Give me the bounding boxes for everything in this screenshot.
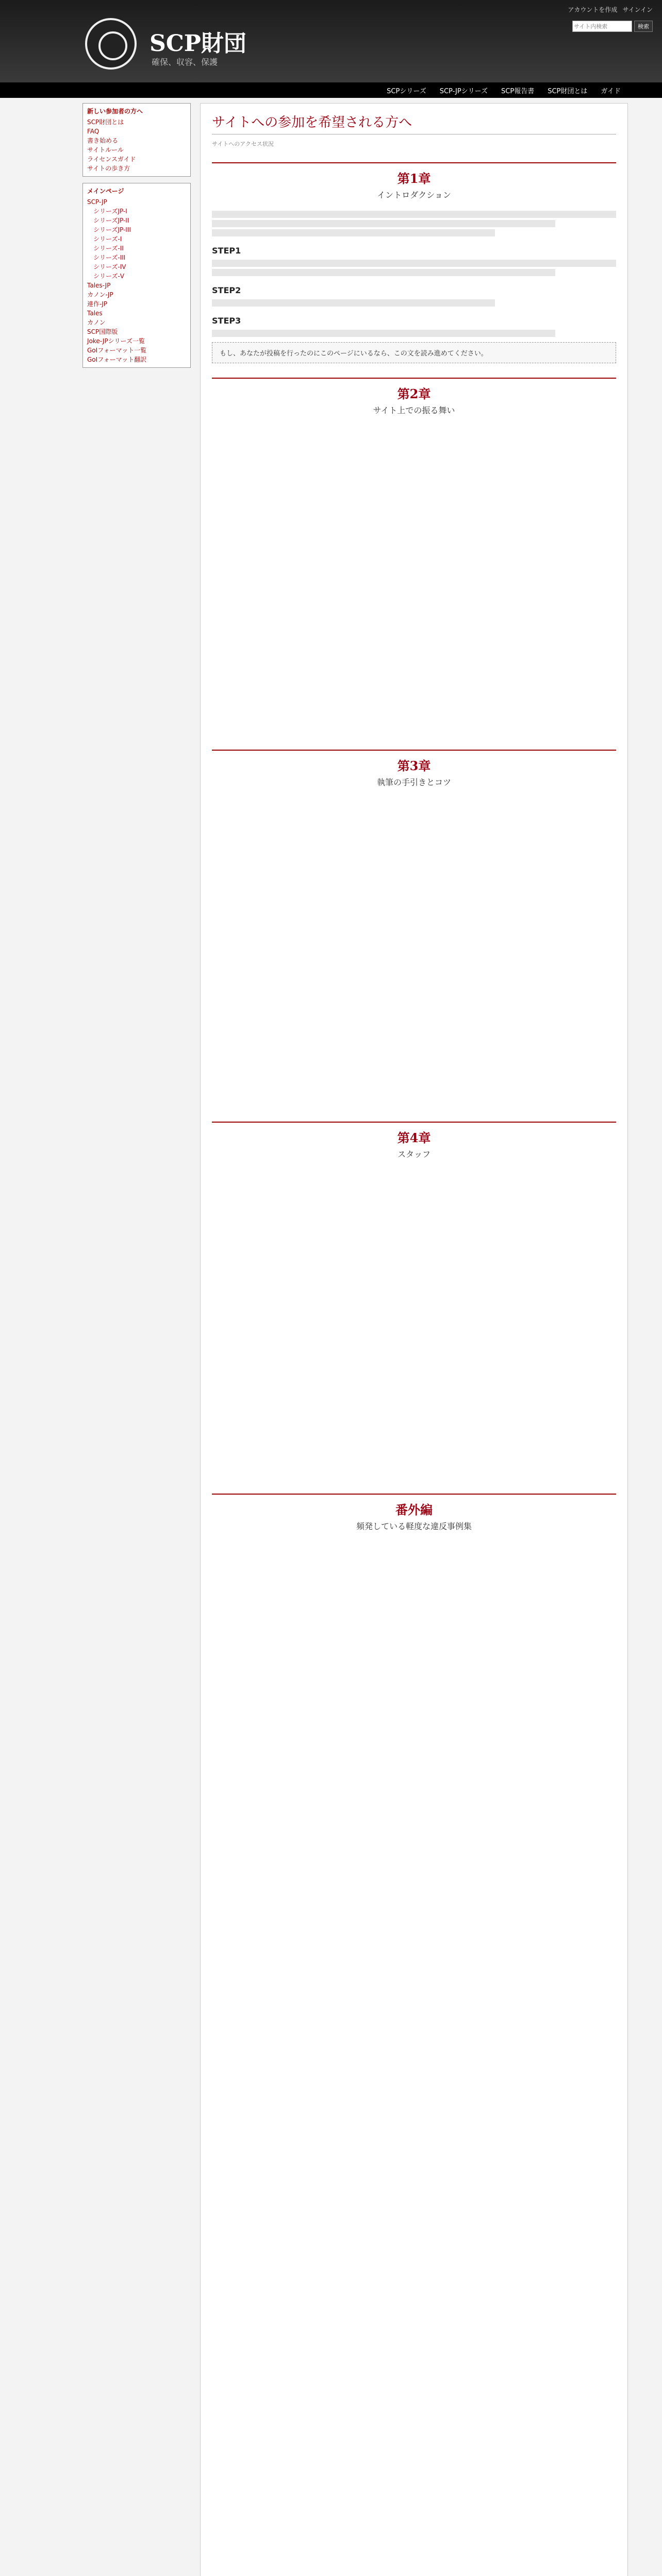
- sidebar-intro-head: 新しい参加者の方へ: [87, 108, 143, 115]
- chapter-subtitle: 執筆の手引きとコツ: [376, 777, 451, 787]
- sidebar-menu-box: [82, 183, 191, 368]
- nav-guide[interactable]: ガイド: [601, 87, 621, 95]
- search-form: [572, 21, 653, 32]
- chapter-heading: [212, 1494, 616, 1532]
- scp-logo-icon[interactable]: [85, 18, 137, 70]
- sidebar-item[interactable]: シリーズJP-I: [93, 208, 127, 215]
- notice-box: もし、あなたが投稿を行ったのにこのページにいるなら、この文を読み進めてください。: [212, 342, 616, 363]
- section-body: [212, 1170, 616, 1479]
- sidebar-item[interactable]: カノン: [87, 319, 106, 326]
- sidebar-menu-head: メインページ: [87, 188, 124, 195]
- site-header: [0, 0, 662, 82]
- create-account-link[interactable]: アカウントを作成: [568, 6, 618, 13]
- section-body: [212, 426, 616, 735]
- chapter-subtitle: スタッフ: [397, 1149, 431, 1159]
- sidebar-item[interactable]: 連作-JP: [87, 300, 108, 308]
- sidebar-item[interactable]: シリーズ-II: [93, 245, 124, 252]
- sidebar-item[interactable]: SCP国際版: [87, 328, 118, 335]
- sidebar-item[interactable]: ライセンスガイド: [87, 156, 136, 163]
- chapter-subtitle: 頻発している軽度な違反事例集: [356, 1521, 472, 1531]
- sidebar: [82, 103, 191, 2576]
- sidebar-item[interactable]: シリーズJP-II: [93, 217, 129, 224]
- sidebar-item[interactable]: シリーズ-IV: [93, 263, 126, 270]
- site-slogan: 確保、収容、保護: [152, 57, 218, 67]
- search-input[interactable]: [572, 21, 632, 32]
- sidebar-item[interactable]: SCP財団とは: [87, 118, 124, 126]
- text-line: [212, 299, 495, 307]
- breadcrumb[interactable]: サイトへのアクセス状況: [212, 141, 274, 147]
- sidebar-item[interactable]: Joke-JPシリーズ一覧: [87, 337, 145, 345]
- nav-scp-reports[interactable]: SCP報告書: [501, 87, 535, 95]
- sidebar-item[interactable]: FAQ: [87, 128, 100, 135]
- sidebar-item[interactable]: GoIフォーマット翻訳: [87, 356, 147, 363]
- sidebar-item[interactable]: GoIフォーマット一覧: [87, 347, 147, 354]
- sidebar-item[interactable]: シリーズ-III: [93, 254, 126, 261]
- text-line: [212, 330, 555, 337]
- sidebar-item[interactable]: SCP-JP: [87, 198, 107, 206]
- page-title: サイトへの参加を希望される方へ: [212, 112, 616, 134]
- chapter-number: 第4章: [397, 1130, 431, 1145]
- sidebar-item[interactable]: シリーズJP-III: [93, 226, 131, 233]
- nav-scp-series[interactable]: SCPシリーズ: [387, 87, 426, 95]
- sidebar-item[interactable]: 書き始める: [87, 137, 119, 144]
- text-line: [212, 229, 495, 236]
- sidebar-item[interactable]: サイトルール: [87, 146, 124, 154]
- sidebar-item[interactable]: サイトの歩き方: [87, 165, 130, 172]
- chapter-heading: [212, 1122, 616, 1160]
- top-nav: [0, 82, 662, 98]
- page-content: [200, 103, 628, 2576]
- chapter-number: 番外編: [395, 1502, 433, 1517]
- site-name[interactable]: SCP財団: [150, 30, 246, 57]
- text-line: [212, 211, 616, 218]
- chapter-number: 第1章: [397, 171, 431, 186]
- step-heading: STEP3: [212, 316, 241, 326]
- account-links: [568, 5, 653, 14]
- search-button[interactable]: 検索: [634, 21, 653, 32]
- section-body: [212, 1542, 616, 1851]
- sidebar-item[interactable]: カノン-JP: [87, 291, 113, 298]
- chapter-subtitle: サイト上での振る舞い: [373, 405, 455, 415]
- chapter-number: 第3章: [397, 758, 431, 773]
- chapter-number: 第2章: [397, 386, 431, 401]
- text-line: [212, 269, 555, 276]
- text-line: [212, 260, 616, 267]
- step-heading: STEP2: [212, 285, 241, 295]
- text-line: [212, 220, 555, 227]
- sidebar-item[interactable]: シリーズ-I: [93, 235, 122, 243]
- sidebar-item[interactable]: Tales-JP: [87, 282, 111, 289]
- chapter-heading: [212, 162, 616, 200]
- nav-scp-jp-series[interactable]: SCP-JPシリーズ: [439, 87, 488, 95]
- nav-about[interactable]: SCP財団とは: [548, 87, 588, 95]
- main-layout: [0, 98, 662, 2576]
- sidebar-intro-box: [82, 103, 191, 177]
- chapter-subtitle: イントロダクション: [377, 190, 451, 200]
- sidebar-item[interactable]: シリーズ-V: [93, 273, 124, 280]
- chapter-heading: [212, 378, 616, 416]
- step-heading: STEP1: [212, 246, 241, 256]
- chapter-heading: [212, 750, 616, 788]
- section-body: [212, 798, 616, 1107]
- sidebar-item[interactable]: Tales: [87, 310, 103, 317]
- sign-in-link[interactable]: サインイン: [622, 6, 653, 13]
